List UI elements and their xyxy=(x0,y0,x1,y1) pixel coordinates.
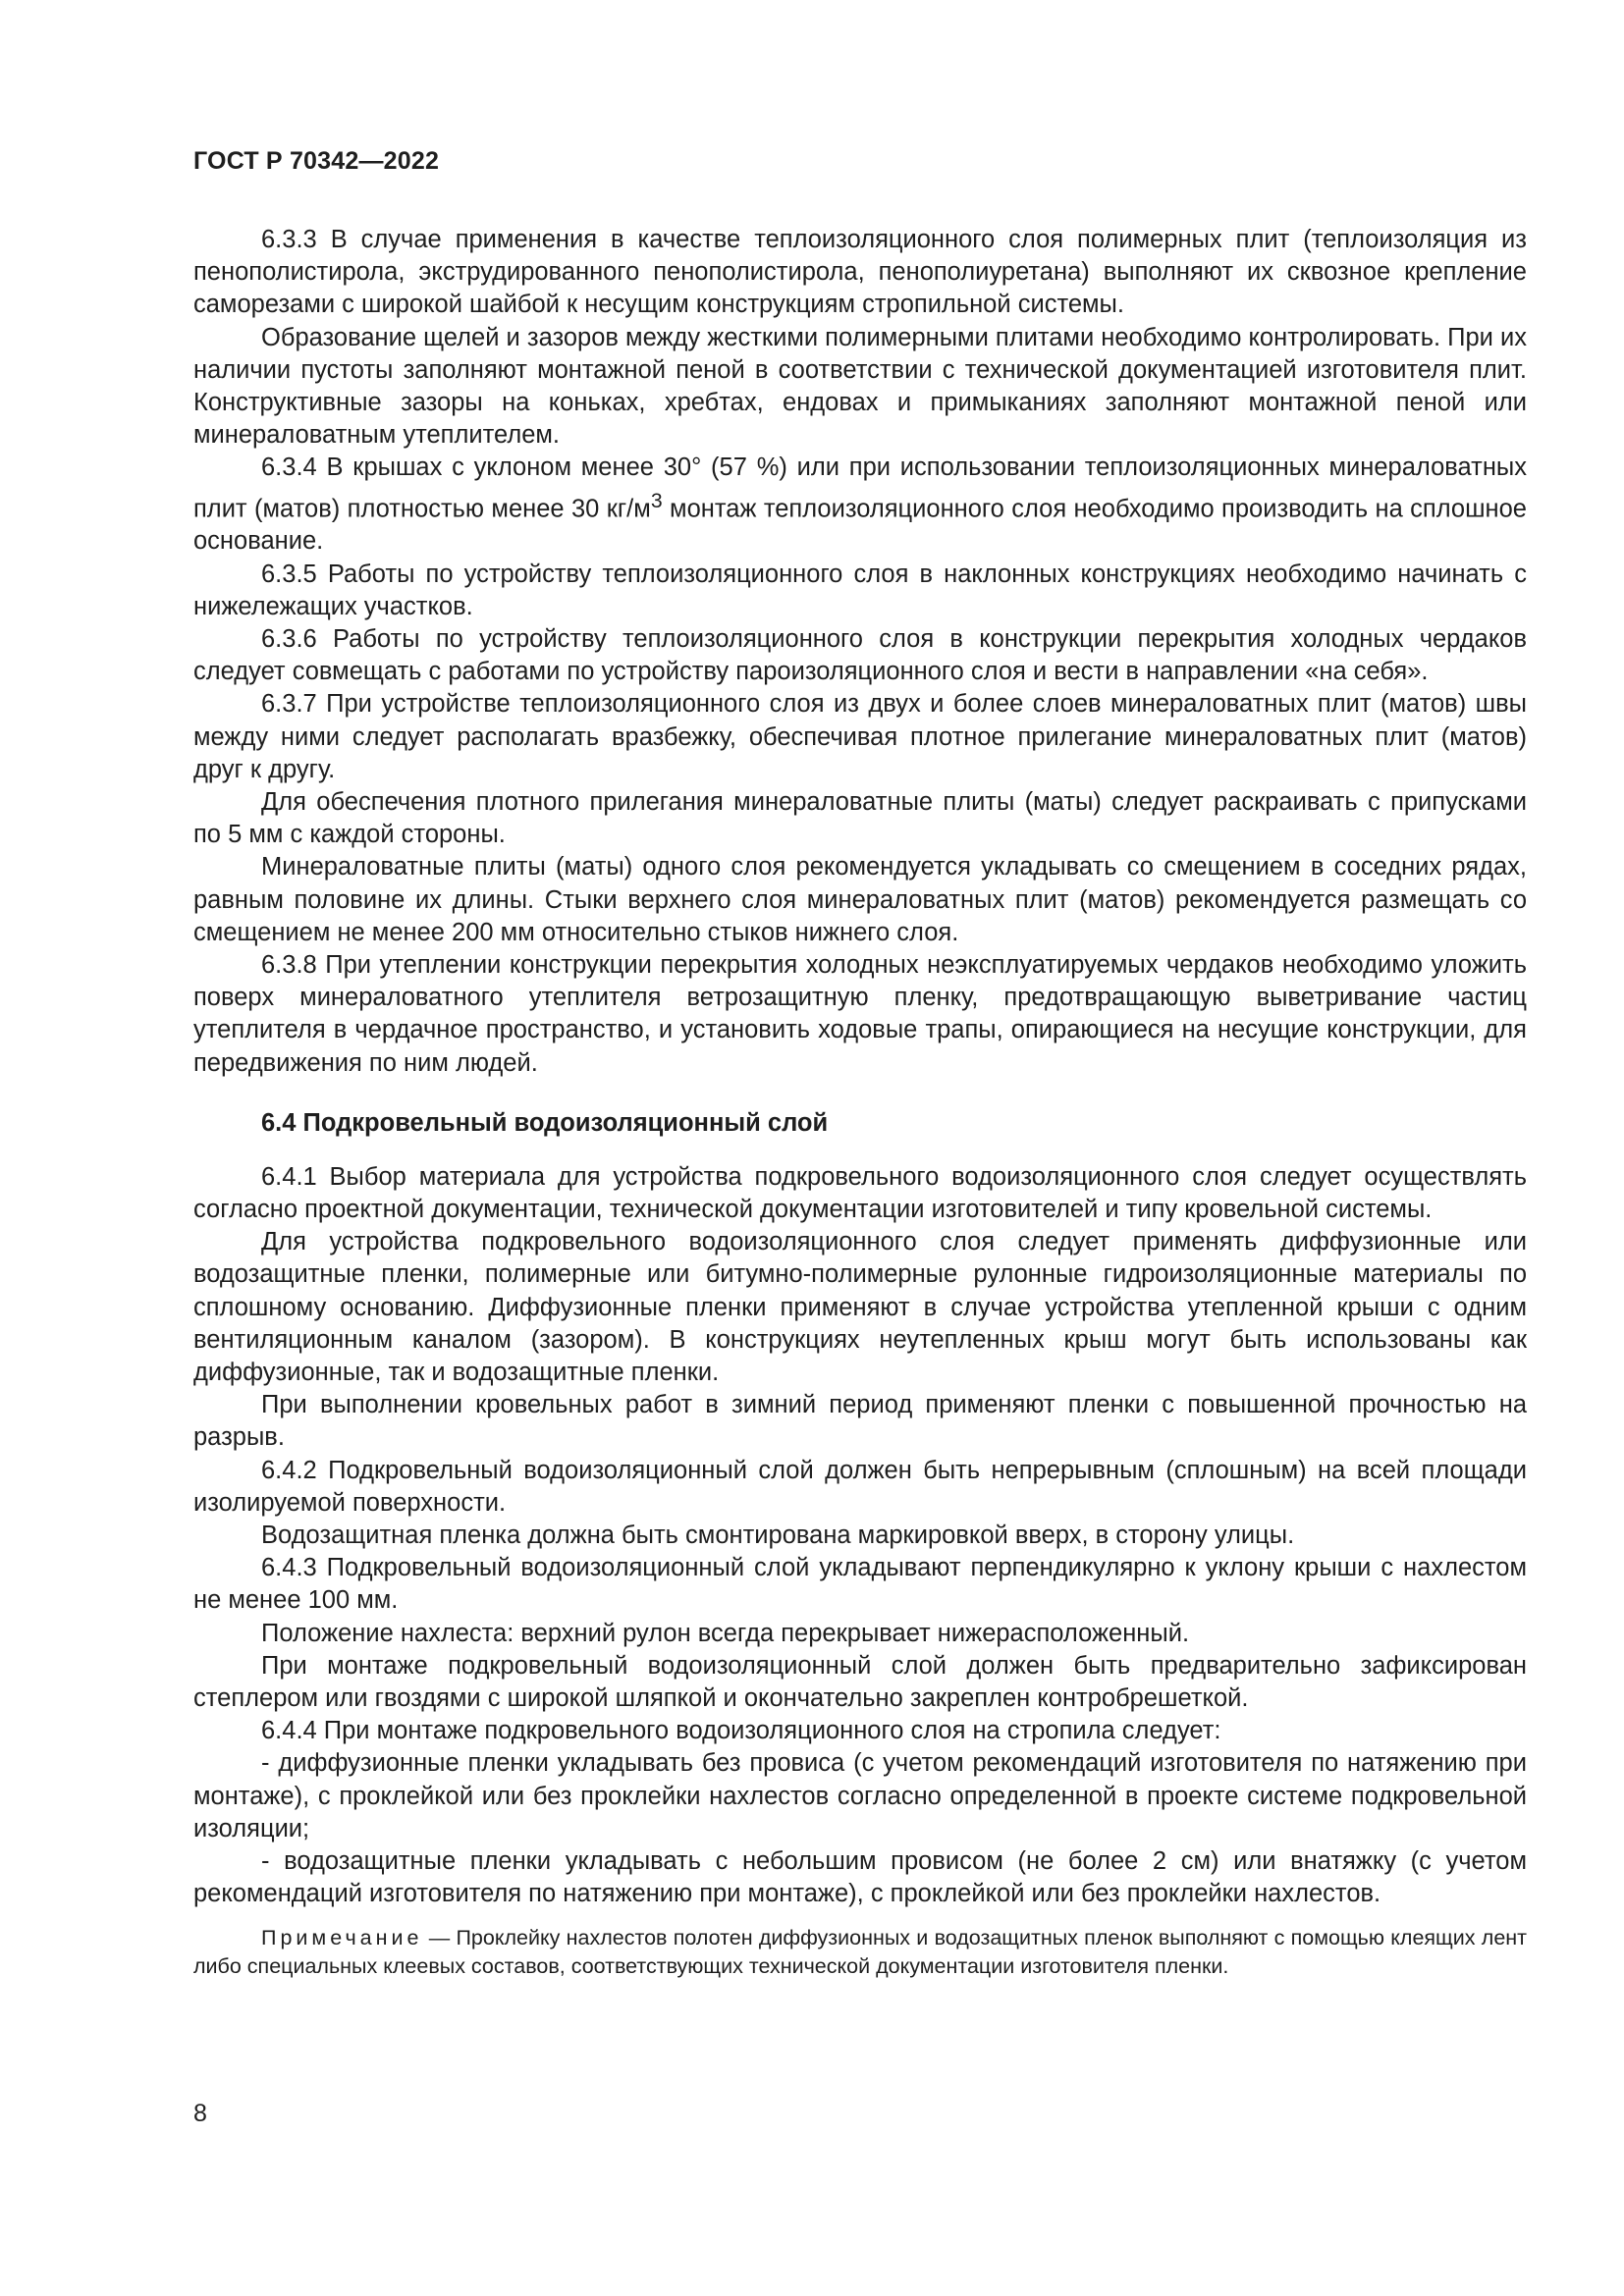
paragraph-text: монтаж теплоизоляционного слоя необходимо производить на сплошное основание. xyxy=(193,495,1527,556)
page-number: 8 xyxy=(193,2100,207,2127)
section-heading: 6.4 Подкровельный водоизоляционный слой xyxy=(261,1108,829,1137)
paragraph: Водозащитная пленка должна быть смонтирована маркировкой вверх, в сторону улицы. xyxy=(261,1522,1295,1550)
superscript: 3 xyxy=(650,488,663,512)
paragraph: 6.3.6 Работы по устройству теплоизоляционного слоя в конструкции перекрытия холодных чердаков следует совмещать с работами по устройству пароизоляционного слоя и вести в направлении «на себя». xyxy=(193,624,1527,686)
paragraph: 6.3.5 Работы по устройству теплоизоляционного слоя в наклонных конструкциях необходимо начинать с нижележащих участков. xyxy=(193,560,1527,620)
paragraph: 6.3.7 При устройстве теплоизоляционного слоя из двух и более слоев минераловатных плит (матов) швы между ними следует располагать вразбежку, обеспечивая плотное прилегание минераловатных плит (матов) друг к другу. xyxy=(193,690,1527,783)
paragraph: Положение нахлеста: верхний рулон всегда перекрывает нижерасположенный. xyxy=(261,1619,1190,1647)
list-item: - диффузионные пленки укладывать без провиса (с учетом рекомендаций изготовителя по натяжению при монтаже), с проклейкой или без проклейки нахлестов согласно определенной в проекте системе подкровельной изоляции; xyxy=(193,1749,1527,1842)
paragraph: При монтаже подкровельный водоизоляционный слой должен быть предварительно зафиксирован степлером или гвоздями с широкой шляпкой и окончательно закреплен контробрешеткой. xyxy=(193,1651,1527,1713)
paragraph: 6.4.2 Подкровельный водоизоляционный слой должен быть непрерывным (сплошным) на всей площади изолируемой поверхности. xyxy=(193,1456,1527,1517)
paragraph: Образование щелей и зазоров между жесткими полимерными плитами необходимо контролировать. При их наличии пустоты заполняют монтажной пеной в соответствии с технической документацией изготовителя плит. Конструктивные зазоры на коньках, хребтах, ендовах и примыканиях заполняют монтажной пеной или минераловатным утеплителем. xyxy=(193,323,1528,450)
list-item: - водозащитные пленки укладывать с небольшим провисом (не более 2 см) или внатяжку (с учетом рекомендаций изготовителя по натяжению при монтаже), с проклейкой или без проклейки нахлестов. xyxy=(193,1847,1527,1908)
paragraph: При выполнении кровельных работ в зимний период применяют пленки с повышенной прочностью на разрыв. xyxy=(193,1391,1527,1452)
paragraph: 6.3.8 При утеплении конструкции перекрытия холодных неэксплуатируемых чердаков необходимо уложить поверх минераловатного утеплителя ветрозащитную пленку, предотвращающую выветривание частиц утеплителя в чердачное пространство, и установить ходовые трапы, опирающиеся на несущие конструкции, для передвижения по ним людей. xyxy=(193,950,1527,1077)
document-header: ГОСТ Р 70342—2022 xyxy=(193,147,440,175)
paragraph-text: 6.3.4 В крышах с уклоном менее 30° (57 %) или при использовании теплоизоляционных минераловатных плит (матов) плотностью менее 30 кг/м xyxy=(193,454,1527,523)
note-text: — Проклейку нахлестов полотен диффузионных и водозащитных пленок выполняют с помощью клеящих лент либо специальных клеевых составов, соответствующих технической документации изготовителя пленки. xyxy=(193,1926,1527,1979)
paragraph: Для обеспечения плотного прилегания минераловатные плиты (маты) следует раскраивать с припусками по 5 мм с каждой стороны. xyxy=(193,787,1527,849)
paragraph: Для устройства подкровельного водоизоляционного слоя следует применять диффузионные или водозащитные пленки, полимерные или битумно-полимерные рулонные гидроизоляционные материалы по сплошному основанию. Диффузионные пленки применяют в случае устройства утепленной крыши с одним вентиляционным каналом (зазором). В конструкциях неутепленных крыш могут быть использованы как диффузионные, так и водозащитные пленки. xyxy=(193,1228,1527,1386)
paragraph: 6.4.4 При монтаже подкровельного водоизоляционного слоя на стропила следует: xyxy=(261,1717,1221,1745)
paragraph: 6.4.3 Подкровельный водоизоляционный слой укладывают перпендикулярно к уклону крыши с нахлестом не менее 100 мм. xyxy=(193,1554,1527,1615)
paragraph: Минераловатные плиты (маты) одного слоя рекомендуется укладывать со смещением в соседних рядах, равным половине их длины. Стыки верхнего слоя минераловатных плит (матов) рекомендуется размещать со смещением не менее 200 мм относительно стыков нижнего слоя. xyxy=(193,853,1527,946)
note xyxy=(193,1924,1527,1981)
note-label: Примечание xyxy=(261,1926,423,1950)
paragraph: 6.4.1 Выбор материала для устройства подкровельного водоизоляционного слоя следует осуществлять согласно проектной документации, технической документации изготовителей и типу кровельной системы. xyxy=(193,1162,1527,1223)
paragraph: 6.3.3 В случае применения в качестве теплоизоляционного слоя полимерных плит (теплоизоляция из пенополистирола, экструдированного пенополистирола, пенополиуретана) выполняют их сквозное крепление саморезами с широкой шайбой к несущим конструкциям стропильной системы. xyxy=(193,226,1527,319)
document-body xyxy=(193,224,1527,1981)
paragraph-6-3-4 xyxy=(193,452,1527,558)
